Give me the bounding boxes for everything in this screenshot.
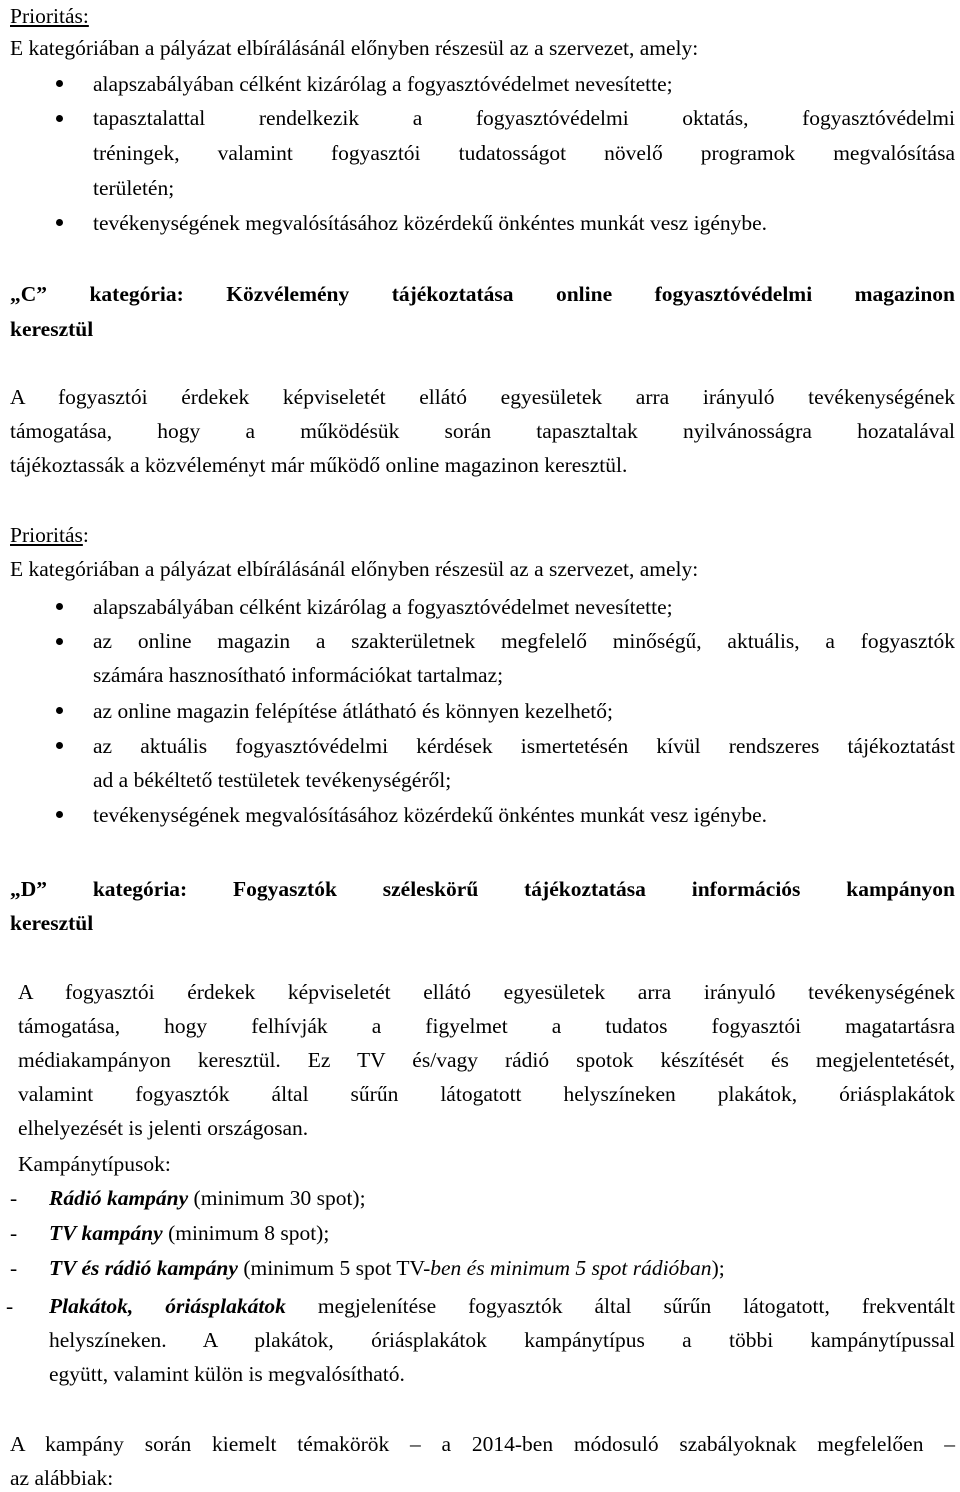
dash-marker: - — [10, 1256, 18, 1280]
priority-heading: Prioritás: — [10, 4, 89, 28]
list-item-cont: ad a békéltető testületek tevékenységéről; — [93, 768, 452, 792]
paragraph-line: valamint fogyasztók által sűrűn látogatott helyszíneken plakátok, óriásplakátok — [18, 1082, 955, 1106]
campaign-type-name: Plakátok, óriásplakátok — [49, 1294, 286, 1318]
category-c-title: „C” kategória: Közvélemény tájékoztatása online fogyasztóvédelmi magazinon — [10, 282, 955, 306]
bullet-icon — [56, 115, 63, 122]
list-item: tevékenységének megvalósításához közérdekű önkéntes munkát vesz igénybe. — [93, 803, 768, 827]
closing-paragraph: A kampány során kiemelt témakörök – a 2014-ben módosuló szabályoknak megfelelően – — [10, 1432, 955, 1456]
priority-intro: E kategóriában a pályázat elbírálásánál előnyben részesül az a szervezet, amely: — [10, 557, 699, 581]
paragraph-line: A fogyasztói érdekek képviseletét ellátó egyesületek arra irányuló tevékenységének — [18, 980, 955, 1004]
dash-marker: - — [10, 1186, 18, 1210]
paragraph-line: A fogyasztói érdekek képviseletét ellátó egyesületek arra irányuló tevékenységének — [10, 385, 955, 409]
list-item: az aktuális fogyasztóvédelmi kérdések ismertetésén kívül rendszeres tájékoztatást — [93, 734, 955, 758]
priority-intro: E kategóriában a pályázat elbírálásánál előnyben részesül az a szervezet, amely: — [10, 36, 699, 60]
list-item-cont: számára hasznosítható információkat tartalmaz; — [93, 663, 504, 687]
campaign-type-name: TV és rádió kampány — [49, 1256, 238, 1280]
bullet-icon — [56, 638, 63, 645]
category-c-title-cont: keresztül — [10, 317, 94, 341]
paragraph-line: tájékoztassák a közvéleményt már működő online magazinon keresztül. — [10, 453, 628, 477]
dash-marker: - — [6, 1294, 14, 1318]
paragraph-line: médiakampányon keresztül. Ez TV és/vagy rádió spotok készítését és megjelentetését, — [18, 1048, 955, 1072]
list-item: alapszabályában célként kizárólag a fogyasztóvédelmet nevesítette; — [93, 72, 673, 96]
list-item-cont: tréningek, valamint fogyasztói tudatosságot növelő programok megvalósítása — [93, 141, 955, 165]
bullet-icon — [56, 80, 63, 87]
list-item: az online magazin felépítése átlátható és könnyen kezelhető; — [93, 699, 613, 723]
campaign-type-name: Rádió kampány — [49, 1186, 189, 1210]
campaign-type-detail-italic: ben és minimum 5 spot rádióban — [430, 1256, 712, 1280]
bullet-icon — [56, 219, 63, 226]
bullet-icon — [56, 742, 63, 749]
priority-label: Prioritás — [10, 523, 83, 547]
priority-heading — [10, 521, 89, 549]
campaign-type-item-cont: együtt, valamint külön is megvalósítható. — [49, 1362, 405, 1386]
campaign-type-item — [49, 1219, 329, 1247]
category-d-title-cont: keresztül — [10, 911, 94, 935]
campaign-types-label: Kampánytípusok: — [18, 1152, 171, 1176]
list-item-cont: területén; — [93, 176, 175, 200]
list-item: az online magazin a szakterületnek megfelelő minőségű, aktuális, a fogyasztók — [93, 629, 955, 653]
campaign-type-detail-end: ); — [711, 1256, 725, 1280]
campaign-type-name: TV kampány — [49, 1221, 163, 1245]
list-item: tevékenységének megvalósításához közérdekű önkéntes munkát vesz igénybe. — [93, 211, 768, 235]
campaign-type-item — [49, 1184, 366, 1212]
closing-paragraph-cont: az alábbiak: — [10, 1466, 114, 1490]
campaign-type-item — [49, 1254, 725, 1282]
dash-marker: - — [10, 1221, 18, 1245]
category-d-title: „D” kategória: Fogyasztók széleskörű tájékoztatása információs kampányon — [10, 877, 955, 901]
campaign-type-detail: megjelenítése fogyasztók által sűrűn látogatott, frekventált — [285, 1294, 956, 1318]
priority-colon: : — [82, 523, 89, 547]
list-item: alapszabályában célként kizárólag a fogyasztóvédelmet nevesítette; — [93, 595, 673, 619]
list-item: tapasztalattal rendelkezik a fogyasztóvédelmi oktatás, fogyasztóvédelmi — [93, 106, 955, 130]
paragraph-line: elhelyezését is jelenti országosan. — [18, 1116, 309, 1140]
campaign-type-detail: (minimum 8 spot); — [162, 1221, 330, 1245]
paragraph-line: támogatása, hogy a működésük során tapasztaltak nyilvánosságra hozatalával — [10, 419, 955, 443]
bullet-icon — [56, 811, 63, 818]
campaign-type-detail: (minimum 30 spot); — [188, 1186, 366, 1210]
paragraph-line: támogatása, hogy felhívják a figyelmet a tudatos fogyasztói magatartásra — [18, 1014, 955, 1038]
campaign-type-item — [49, 1292, 955, 1320]
campaign-type-detail: (minimum 5 spot TV- — [237, 1256, 431, 1280]
bullet-icon — [56, 707, 63, 714]
campaign-type-item-cont: helyszíneken. A plakátok, óriásplakátok kampánytípus a többi kampánytípussal — [49, 1328, 955, 1352]
bullet-icon — [56, 603, 63, 610]
